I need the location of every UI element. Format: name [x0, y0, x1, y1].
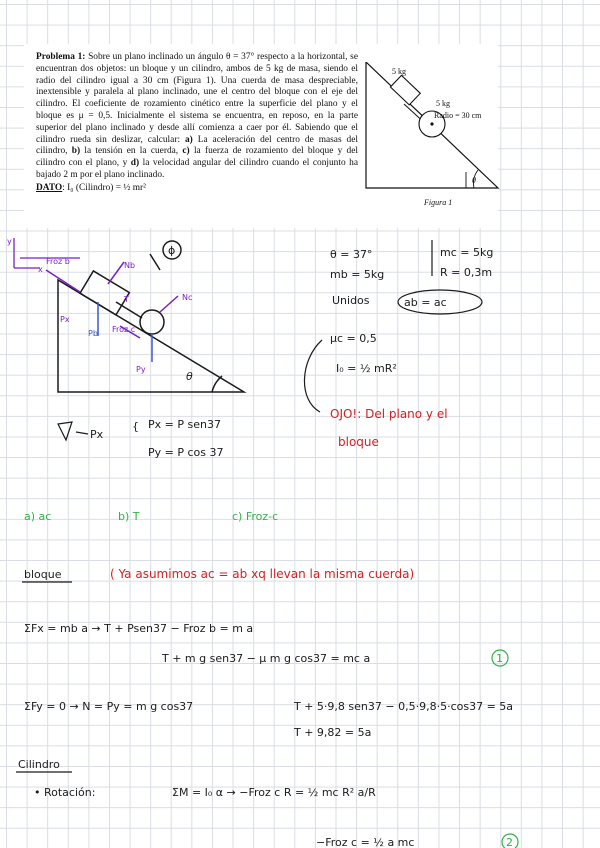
eq-torque: ΣM = I₀ α → −Froz c R = ½ mc R² a/R	[172, 786, 376, 799]
decomp-px: Px	[90, 428, 104, 441]
question-c: c) Froz-c	[232, 510, 279, 523]
block-mass-label: 5 kg	[392, 67, 406, 76]
diag-frozc-label: Froz c	[112, 325, 136, 334]
given-theta: θ = 37°	[330, 248, 373, 261]
eq-label-2: 2	[506, 836, 513, 848]
given-same-acc: ab = ac	[404, 296, 447, 309]
diag-nb-label: Nb	[124, 261, 136, 270]
heading-bloque: bloque	[24, 568, 62, 581]
heading-cilindro: Cilindro	[18, 758, 60, 771]
eq-sum-fy: ΣFy = 0 → N = Py = m g cos37	[24, 700, 194, 713]
rotation-label: • Rotación:	[34, 786, 96, 799]
item-d-text: la velocidad angular del cilindro cuando el conjunto ha bajado 2 m por el plano inclinado.	[36, 158, 359, 180]
decomp-px-eq: Px = P sen37	[148, 418, 221, 431]
item-a-label: a)	[184, 134, 193, 145]
given-mu: μc = 0,5	[330, 332, 377, 345]
radius-label: Radio = 30 cm	[434, 111, 482, 120]
diag-px-label: Px	[60, 315, 70, 324]
theta-label: θ	[472, 176, 476, 185]
question-b: b) T	[118, 510, 140, 523]
axis-x-label: x	[38, 265, 43, 274]
note-assume: ( Ya asumimos ac = ab xq llevan la misma cuerda)	[110, 567, 415, 581]
cylinder-mass-label: 5 kg	[436, 99, 450, 108]
diag-theta-label: θ	[186, 370, 193, 383]
item-d-label: d)	[130, 158, 140, 169]
given-mb: mb = 5kg	[330, 268, 385, 281]
given-mc: mc = 5kg	[440, 246, 494, 259]
note-ojo: OJO!: Del plano y el	[330, 407, 448, 421]
eq-simplified: T + 9,82 = 5a	[294, 726, 372, 739]
eq-label-1: 1	[496, 652, 503, 665]
given-inertia: I₀ = ½ mR²	[336, 362, 397, 375]
diag-nc-label: Nc	[182, 293, 193, 302]
given-unidos: Unidos	[332, 294, 370, 307]
figure-caption: Figura 1	[424, 198, 453, 207]
problem-body: Sobre un plano inclinado un ángulo θ = 37° respecto a la horizontal, se encuentran dos objetos: un bloque y un cilindro, ambos de 5 kg de masa, siendo el radio del cilindro igual a 30 cm (Figura 1). Una cuerda de masa despreciable, inextensible y paralela al plano inclinado, une el centro del bloque con el eje del cilindro. El coeficiente de rozamiento cinético entre la superficie del plano y el bloque es μ = 0,5. Inicialmente el sistema se encuentra, en reposo, en la parte superior del plano inclinado y desde allí comienza a caer por él. Sabiendo que el cilindro rueda sin deslizar, calcular:	[36, 52, 358, 145]
eq-sum-fx: ΣFx = mb a → T + Psen37 − Froz b = m a	[24, 622, 254, 635]
note-ojo-2: bloque	[338, 435, 379, 449]
eq-numeric: T + 5·9,8 sen37 − 0,5·9,8·5·cos37 = 5a	[294, 700, 514, 713]
diag-froz-label: Froz b	[46, 257, 70, 266]
diag-pb-label: Pb	[88, 329, 98, 338]
item-b-label: b)	[71, 146, 81, 157]
dato-label: DATO	[36, 182, 63, 193]
decomp-py-eq: Py = P cos 37	[148, 446, 224, 459]
axis-y-label: y	[7, 237, 12, 246]
eq-tension-1: T + m g sen37 − μ m g cos37 = mc a	[162, 652, 371, 665]
diag-py-label: Py	[136, 365, 146, 374]
problem-title: Problema 1:	[36, 52, 86, 62]
dato-text: : I₀ (Cilindro) = ½ mr²	[62, 182, 146, 193]
item-a-text: La aceleración del centro de masas del cilindro,	[36, 134, 358, 157]
diag-t-label: T	[124, 295, 129, 304]
decomp-brace: {	[132, 420, 139, 433]
given-R: R = 0,3m	[440, 266, 493, 279]
item-b-text: la tensión en la cuerda,	[84, 146, 179, 157]
diag-circle-label: ϕ	[168, 244, 176, 257]
item-c-text: la fuerza de rozamiento del bloque y del cilindro con el plano, y	[36, 146, 358, 169]
question-a: a) ac	[24, 510, 52, 523]
item-c-label: c)	[182, 146, 190, 157]
eq-froz-c: −Froz c = ½ a mc	[316, 836, 415, 848]
